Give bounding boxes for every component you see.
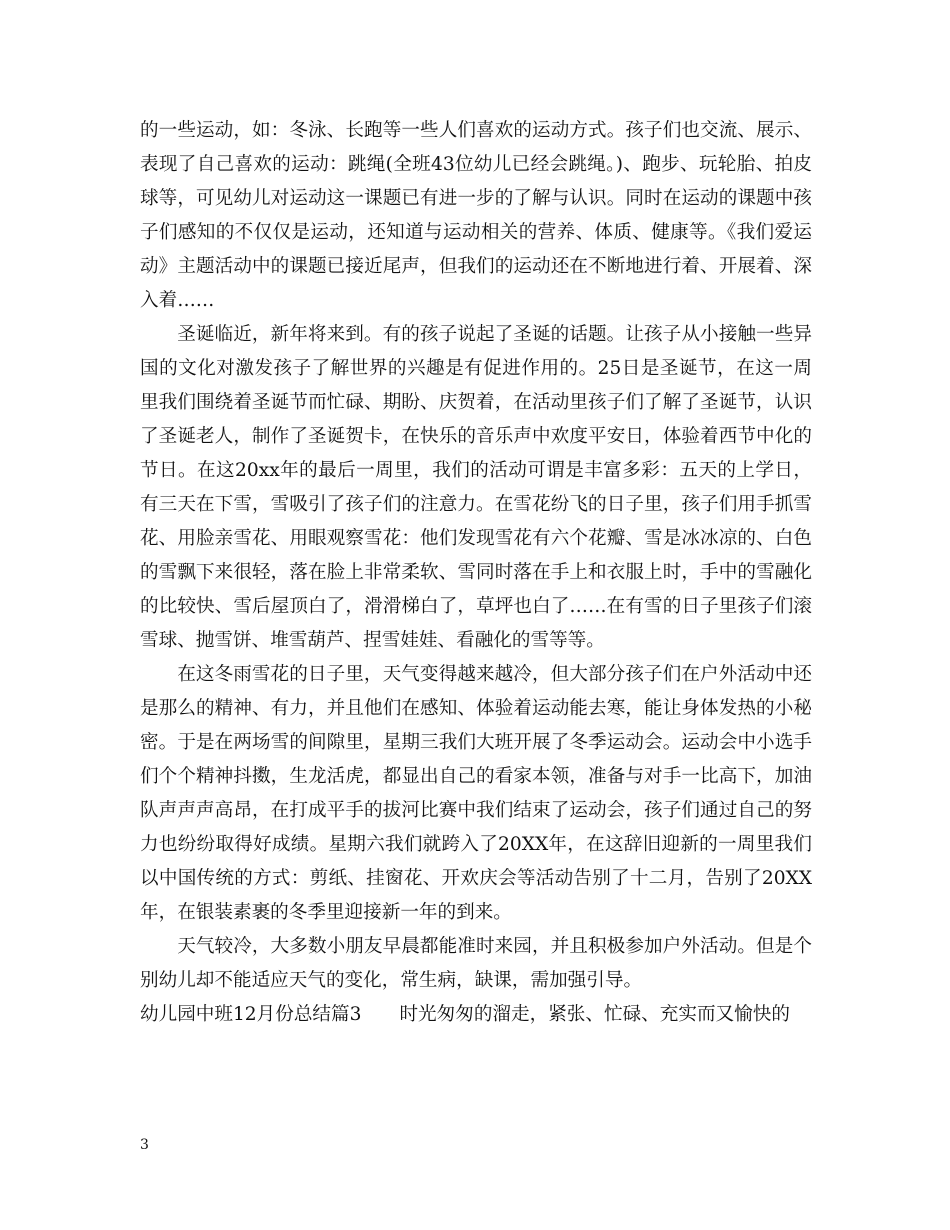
next-section-line bbox=[140, 998, 812, 1032]
paragraph-sports-review: 的一些运动，如：冬泳、长跑等一些人们喜欢的运动方式。孩子们也交流、展示、表现了自己喜欢的运动：跳绳(全班43位幼儿已经会跳绳。)、跑步、玩轮胎、拍皮球等，可见幼儿对运动这一课题已有进一步的了解与认识。同时在运动的课题中孩子们感知的不仅仅是运动，还知道与运动相关的营养、体质、健康等。《我们爱运动》主题活动中的课题已接近尾声，但我们的运动还在不断地进行着、开展着、深入着…… bbox=[140, 120, 812, 311]
section-opening-text: 时光匆匆的溜走，紧张、忙碌、充实而又愉快的 bbox=[399, 1004, 790, 1025]
paragraph-weather-attendance: 天气较冷，大多数小朋友早晨都能准时来园，并且积极参加户外活动。但是个别幼儿却不能适应天气的变化，常生病，缺课，需加强引导。 bbox=[140, 936, 812, 991]
section-heading: 幼儿园中班12月份总结篇3 bbox=[140, 1004, 362, 1025]
document-body bbox=[140, 114, 812, 1032]
paragraph-christmas-snow: 圣诞临近，新年将来到。有的孩子说起了圣诞的话题。让孩子从小接触一些异国的文化对激发孩子了解世界的兴趣是有促进作用的。25日是圣诞节，在这一周里我们围绕着圣诞节而忙碌、期盼、庆贺着，在活动里孩子们了解了圣诞节，认识了圣诞老人，制作了圣诞贺卡，在快乐的音乐声中欢度平安日，体验着西节中化的节日。在这20xx年的最后一周里，我们的活动可谓是丰富多彩：五天的上学日，有三天在下雪，雪吸引了孩子们的注意力。在雪花纷飞的日子里，孩子们用手抓雪花、用脸亲雪花、用眼观察雪花：他们发现雪花有六个花瓣、雪是冰冰凉的、白色的雪飘下来很轻，落在脸上非常柔软、雪同时落在手上和衣服上时，手中的雪融化的比较快、雪后屋顶白了，滑滑梯白了，草坪也白了……在有雪的日子里孩子们滚雪球、抛雪饼、堆雪葫芦、捏雪娃娃、看融化的雪等等。 bbox=[140, 324, 812, 651]
paragraph-winter-sports-meet: 在这冬雨雪花的日子里，天气变得越来越冷，但大部分孩子们在户外活动中还是那么的精神、有力，并且他们在感知、体验着运动能去寒，能让身体发热的小秘密。于是在两场雪的间隙里，星期三我们大班开展了冬季运动会。运动会中小选手们个个精神抖擞，生龙活虎，都显出自己的看家本领，准备与对手一比高下，加油队声声声高昂，在打成平手的拔河比赛中我们结束了运动会，孩子们通过自己的努力也纷纷取得好成绩。星期六我们就跨入了20XX年，在这辞旧迎新的一周里我们以中国传统的方式：剪纸、挂窗花、开欢庆会等活动告别了十二月，告别了20XX年，在银装素裹的冬季里迎接新一年的到来。 bbox=[140, 664, 812, 923]
page-number: 3 bbox=[140, 1137, 149, 1153]
